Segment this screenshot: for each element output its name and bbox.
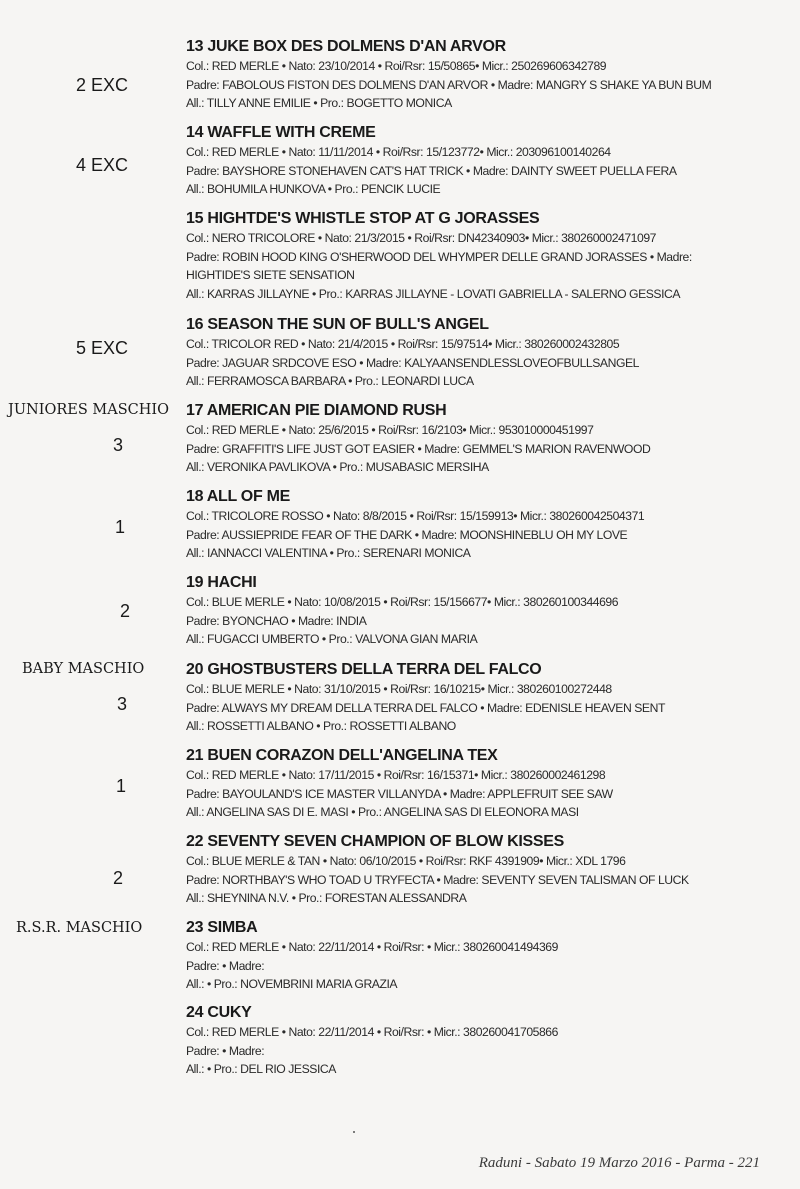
entry-breeder-line: All.: FUGACCI UMBERTO • Pro.: VALVONA GIAN MARIA [186, 632, 478, 646]
entry-breeder-line: All.: ROSSETTI ALBANO • Pro.: ROSSETTI ALBANO [186, 719, 456, 733]
dog-entry-20 [186, 660, 756, 736]
entry-title: 18 ALL OF ME [186, 488, 290, 505]
entry-color-line: Col.: BLUE MERLE • Nato: 31/10/2015 • Roi/Rsr: 16/10215• Micr.: 380260100272448 [186, 682, 612, 696]
result-entry-19: 2 [119, 601, 130, 621]
entry-title: 13 JUKE BOX DES DOLMENS D'AN ARVOR [186, 38, 506, 55]
result-entry-22: 2 [112, 868, 123, 888]
entry-color-line: Col.: TRICOLORE ROSSO • Nato: 8/8/2015 • Roi/Rsr: 15/159913• Micr.: 380260042504371 [186, 509, 645, 523]
entry-title: 20 GHOSTBUSTERS DELLA TERRA DEL FALCO [186, 661, 542, 678]
entry-parents-line-continued: HIGHTIDE'S SIETE SENSATION [186, 268, 355, 282]
entry-breeder-line: All.: TILLY ANNE EMILIE • Pro.: BOGETTO MONICA [186, 96, 452, 110]
entry-parents-line: Padre: BYONCHAO • Madre: INDIA [186, 613, 367, 628]
stray-mark [353, 1131, 355, 1133]
entry-parents-line: Padre: NORTHBAY'S WHO TOAD U TRYFECTA • Madre: SEVENTY SEVEN TALISMAN OF LUCK [186, 872, 689, 887]
dog-entry-24 [186, 1003, 756, 1079]
entry-breeder-line: All.: IANNACCI VALENTINA • Pro.: SERENARI MONICA [186, 546, 471, 560]
result-entry-21: 1 [115, 776, 126, 796]
entry-parents-line: Padre: ALWAYS MY DREAM DELLA TERRA DEL FALCO • Madre: EDENISLE HEAVEN SENT [186, 700, 665, 715]
entry-color-line: Col.: NERO TRICOLORE • Nato: 21/3/2015 • Roi/Rsr: DN42340903• Micr.: 380260002471097 [186, 231, 656, 245]
entry-color-line: Col.: RED MERLE • Nato: 25/6/2015 • Roi/Rsr: 16/2103• Micr.: 953010000451997 [186, 423, 594, 437]
entry-breeder-line: All.: VERONIKA PAVLIKOVA • Pro.: MUSABASIC MERSIHA [186, 460, 489, 474]
entry-title: 22 SEVENTY SEVEN CHAMPION OF BLOW KISSES [186, 833, 565, 850]
dog-entry-22 [186, 832, 756, 908]
dog-entry-18 [186, 487, 756, 563]
page-footer: Raduni - Sabato 19 Marzo 2016 - Parma - 221 [478, 1155, 760, 1171]
entry-title: 23 SIMBA [186, 919, 258, 936]
section-label-rsr-maschio: R.S.R. MASCHIO [16, 920, 143, 936]
entry-title: 17 AMERICAN PIE DIAMOND RUSH [186, 402, 447, 419]
entry-color-line: Col.: BLUE MERLE & TAN • Nato: 06/10/2015 • Roi/Rsr: RKF 4391909• Micr.: XDL 1796 [186, 854, 626, 868]
result-entry-18: 1 [114, 517, 125, 537]
entry-color-line: Col.: RED MERLE • Nato: 23/10/2014 • Roi/Rsr: 15/50865• Micr.: 250269606342789 [186, 59, 607, 73]
result-entry-14: 4 EXC [75, 155, 129, 175]
dog-entry-15 [186, 209, 756, 303]
section-label-juniores-maschio: JUNIORES MASCHIO [8, 402, 169, 418]
entry-title: 24 CUKY [186, 1004, 252, 1021]
entry-title: 15 HIGHTDE'S WHISTLE STOP AT G JORASSES [186, 210, 540, 227]
dog-entry-23 [186, 918, 756, 994]
entry-color-line: Col.: RED MERLE • Nato: 17/11/2015 • Roi/Rsr: 16/15371• Micr.: 380260002461298 [186, 768, 606, 782]
entry-parents-line: Padre: GRAFFITI'S LIFE JUST GOT EASIER • Madre: GEMMEL'S MARION RAVENWOOD [186, 441, 651, 456]
entry-breeder-line: All.: SHEYNINA N.V. • Pro.: FORESTAN ALESSANDRA [186, 891, 467, 905]
dog-entry-21 [186, 746, 756, 822]
entry-title: 21 BUEN CORAZON DELL'ANGELINA TEX [186, 747, 498, 764]
entry-parents-line: Padre: AUSSIEPRIDE FEAR OF THE DARK • Madre: MOONSHINEBLU OH MY LOVE [186, 527, 628, 542]
section-label-baby-maschio: BABY MASCHIO [22, 661, 145, 677]
dog-entry-13 [186, 37, 756, 113]
entry-title: 16 SEASON THE SUN OF BULL'S ANGEL [186, 316, 489, 333]
entry-parents-line: Padre: FABOLOUS FISTON DES DOLMENS D'AN ARVOR • Madre: MANGRY S SHAKE YA BUN BUM [186, 77, 712, 92]
dog-entry-14 [186, 123, 756, 199]
entry-title: 19 HACHI [186, 574, 257, 591]
result-entry-16: 5 EXC [75, 338, 129, 358]
dog-entry-17 [186, 401, 756, 477]
entry-color-line: Col.: RED MERLE • Nato: 22/11/2014 • Roi/Rsr: • Micr.: 380260041494369 [186, 940, 558, 954]
entry-color-line: Col.: RED MERLE • Nato: 11/11/2014 • Roi/Rsr: 15/123772• Micr.: 203096100140264 [186, 145, 611, 159]
dog-entry-19 [186, 573, 756, 649]
entry-parents-line: Padre: BAYOULAND'S ICE MASTER VILLANYDA • Madre: APPLEFRUIT SEE SAW [186, 786, 613, 801]
entry-parents-line: Padre: • Madre: [186, 958, 265, 973]
result-entry-17: 3 [112, 435, 123, 455]
entry-color-line: Col.: RED MERLE • Nato: 22/11/2014 • Roi/Rsr: • Micr.: 380260041705866 [186, 1025, 558, 1039]
entry-breeder-line: All.: • Pro.: DEL RIO JESSICA [186, 1062, 336, 1076]
entry-breeder-line: All.: • Pro.: NOVEMBRINI MARIA GRAZIA [186, 977, 398, 991]
entry-color-line: Col.: TRICOLOR RED • Nato: 21/4/2015 • Roi/Rsr: 15/97514• Micr.: 380260002432805 [186, 337, 620, 351]
dog-entry-16 [186, 315, 756, 391]
entry-parents-line: Padre: • Madre: [186, 1043, 265, 1058]
entry-breeder-line: All.: FERRAMOSCA BARBARA • Pro.: LEONARDI LUCA [186, 374, 474, 388]
entry-parents-line: Padre: JAGUAR SRDCOVE ESO • Madre: KALYAANSENDLESSLOVEOFBULLSANGEL [186, 355, 639, 370]
entry-breeder-line: All.: BOHUMILA HUNKOVA • Pro.: PENCIK LUCIE [186, 182, 441, 196]
entry-parents-line: Padre: ROBIN HOOD KING O'SHERWOOD DEL WHYMPER DELLE GRAND JORASSES • Madre: [186, 249, 692, 264]
entry-color-line: Col.: BLUE MERLE • Nato: 10/08/2015 • Roi/Rsr: 15/156677• Micr.: 380260100344696 [186, 595, 619, 609]
entry-breeder-line: All.: ANGELINA SAS DI E. MASI • Pro.: ANGELINA SAS DI ELEONORA MASI [186, 805, 579, 819]
result-entry-13: 2 EXC [75, 75, 129, 95]
entry-title: 14 WAFFLE WITH CREME [186, 124, 376, 141]
entry-breeder-line: All.: KARRAS JILLAYNE • Pro.: KARRAS JILLAYNE - LOVATI GABRIELLA - SALERNO GESSICA [186, 286, 681, 301]
entry-parents-line: Padre: BAYSHORE STONEHAVEN CAT'S HAT TRICK • Madre: DAINTY SWEET PUELLA FERA [186, 163, 677, 178]
result-entry-20: 3 [116, 694, 127, 714]
